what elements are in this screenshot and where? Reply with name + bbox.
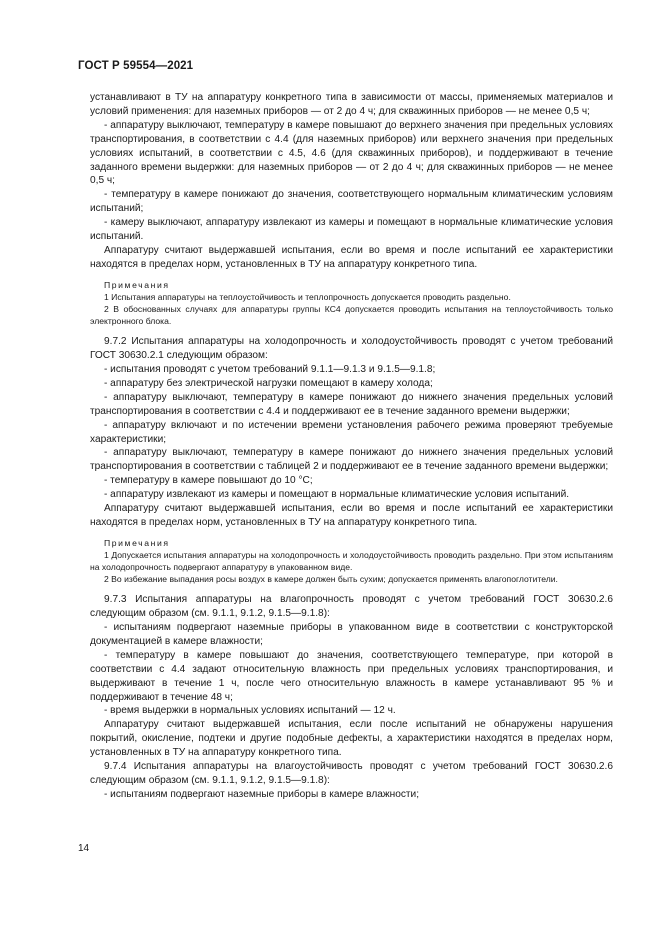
notes-title: Примечания bbox=[104, 279, 170, 290]
notes-block bbox=[90, 538, 613, 585]
section-intro: 9.7.3 Испытания аппаратуры на влагопрочность проводят с учетом требований ГОСТ 30630.2.6 следующим образом (см. 9.1.1, 9.1.2, 9.1.5—9.1.8): bbox=[90, 594, 613, 620]
note-item: 1 Испытания аппаратуры на теплоустойчивость и теплопрочность допускается проводить раздельно. bbox=[104, 292, 511, 303]
list-item: - аппаратуру выключают, температуру в камере понижают до нижнего значения предельных условий транспортирования в соответствии с 4.4 и поддерживают ее в течение заданного времени выдержки; bbox=[90, 391, 613, 417]
section-intro: 9.7.2 Испытания аппаратуры на холодопрочность и холодоустойчивость проводят с учетом требований ГОСТ 30630.2.1 следующим образом: bbox=[90, 336, 613, 362]
list-item: - аппаратуру выключают, температуру в камере понижают до нижнего значения предельных условий транспортирования в соответствии с таблицей 2 и поддерживают ее в течение заданного времени выдержки; bbox=[90, 447, 613, 473]
standard-title: ГОСТ Р 59554—2021 bbox=[78, 60, 194, 72]
conclusion-paragraph: Аппаратуру считают выдержавшей испытания, если во время и после испытаний ее характеристики находятся в пределах норм, установленных в ТУ на аппаратуру конкретного типа. bbox=[90, 244, 613, 270]
list-item: - температуру в камере повышают до значения, соответствующего температуре, при которой в соответствии с 4.4 задают относительную влажность при предельных условиях транспортирования, и выдерживают в течение 1 ч, после чего относительную влажность в камере устанавливают 95 % и поддерживают в течение 48 ч; bbox=[90, 649, 613, 703]
section-intro: 9.7.4 Испытания аппаратуры на влагоустойчивость проводят с учетом требований ГОСТ 30630.2.6 следующим образом (см. 9.1.1, 9.1.2, 9.1.5—9.1.8): bbox=[90, 761, 613, 786]
list-item: - температуру в камере понижают до значения, соответствующего нормальным климатическим условиям испытаний; bbox=[90, 189, 613, 215]
note-item: 2 В обоснованных случаях для аппаратуры группы КС4 допускается проводить испытания на теплоустойчивость только электронного блока. bbox=[90, 303, 613, 326]
list-item: - аппаратуру извлекают из камеры и помещают в нормальные климатические условия испытаний. bbox=[104, 489, 570, 501]
list-item: - испытания проводят с учетом требований 9.1.1—9.1.3 и 9.1.5—9.1.8; bbox=[104, 363, 436, 375]
document-body bbox=[90, 91, 613, 802]
conclusion-paragraph: Аппаратуру считают выдержавшей испытания, если во время и после испытаний ее характеристики находятся в пределах норм, установленных в ТУ на аппаратуру конкретного типа. bbox=[90, 503, 613, 528]
note-item: 2 Во избежание выпадания росы воздух в камере должен быть сухим; допускается применять влагопоглотители. bbox=[104, 573, 558, 584]
list-item: - испытаниям подвергают наземные приборы в камере влажности; bbox=[104, 788, 420, 800]
list-item: - температуру в камере повышают до 10 °С; bbox=[104, 475, 313, 487]
note-item: 1 Допускается испытания аппаратуры на холодопрочность и холодоустойчивость проводить раздельно. При этом испытаниям на холодопрочность подвергают аппаратуру в упакованном виде. bbox=[90, 550, 613, 573]
paragraph-continuation: устанавливают в ТУ на аппаратуру конкретного типа в зависимости от массы, применяемых материалов и условий применения: для наземных приборов — от 2 до 4 ч; для скважинных приборов — не менее 0,5 ч; bbox=[90, 92, 613, 117]
notes-block bbox=[90, 280, 613, 327]
list-item: - аппаратуру выключают, температуру в камере повышают до верхнего значения при предельных условиях транспортирования, в соответствии с 4.4 (для наземных приборов) или верхнего значения при предельных условиях испытаний, в соответствии с 4.5, 4.6 (для скважинных приборов), и поддерживают в течение заданного времени выдержки: для наземных приборов — от 2 до 4 ч; для скважинных приборов — не менее 0,5 ч; bbox=[90, 119, 613, 187]
list-item: - камеру выключают, аппаратуру извлекают из камеры и помещают в нормальные климатические условия испытаний. bbox=[90, 217, 613, 243]
list-item: - аппаратуру без электрической нагрузки помещают в камеру холода; bbox=[104, 377, 433, 389]
list-item: - время выдержки в нормальных условиях испытаний — 12 ч. bbox=[104, 705, 396, 717]
notes-title: Примечания bbox=[104, 537, 170, 548]
page-number: 14 bbox=[78, 843, 90, 854]
list-item: - аппаратуру включают и по истечении времени установления рабочего режима проверяют требуемые характеристики; bbox=[90, 419, 613, 445]
list-item: - испытаниям подвергают наземные приборы в упакованном виде в соответствии с конструкторской документацией в камере влажности; bbox=[90, 622, 613, 647]
conclusion-paragraph: Аппаратуру считают выдержавшей испытания, если после испытаний не обнаружены нарушения покрытий, окисление, подтеки и другие подобные дефекты, а характеристики находятся в пределах норм, установленных в ТУ на аппаратуру конкретного типа. bbox=[90, 719, 613, 759]
